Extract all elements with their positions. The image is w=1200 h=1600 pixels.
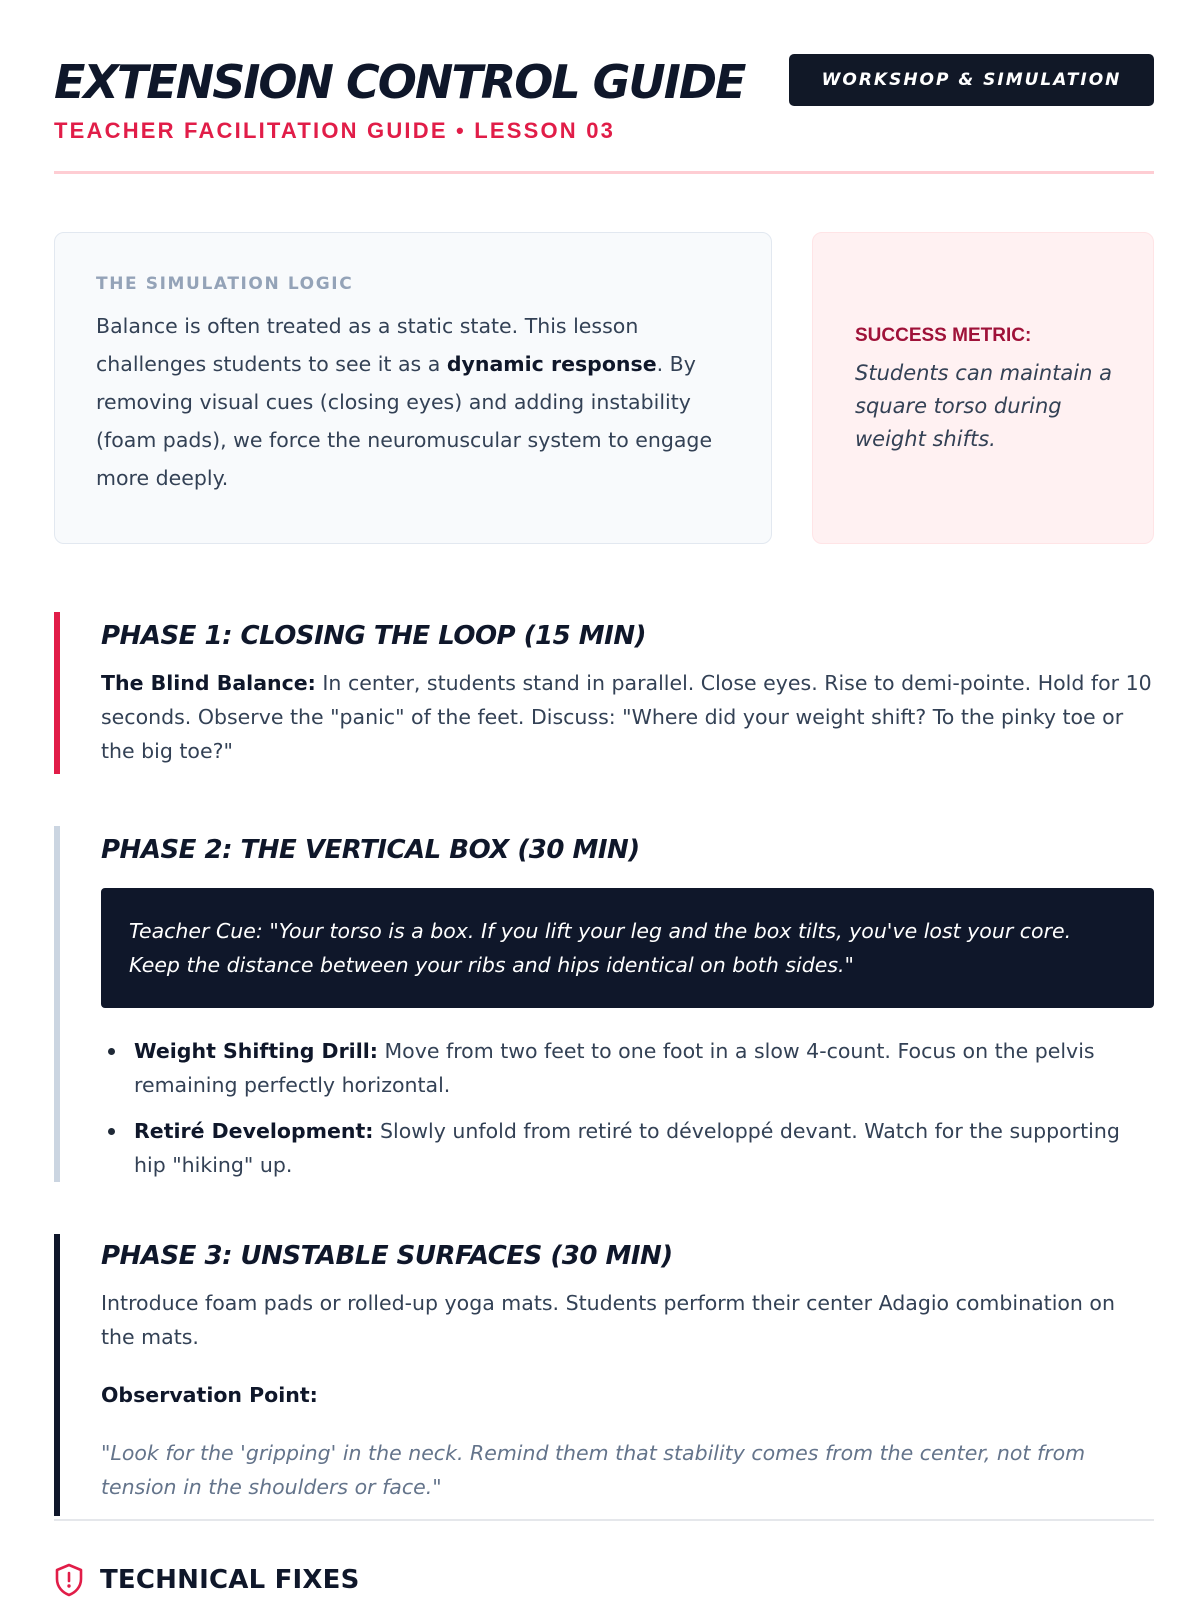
technical-fixes-title: TECHNICAL FIXES xyxy=(100,1565,360,1595)
simulation-logic-card xyxy=(54,232,772,544)
teacher-cue-box: Teacher Cue: "Your torso is a box. If you lift your leg and the box tilts, you've lost your core. Keep the distance between your ribs and hips identical on both sides." xyxy=(101,888,1154,1008)
success-metric-card xyxy=(812,232,1154,544)
drill-list xyxy=(101,1034,1154,1182)
phase-1-accent-bar xyxy=(54,612,60,774)
phase-1-body: In center, students stand in parallel. Close eyes. Rise to demi-pointe. Hold for 10 seconds. Observe the "panic" of the feet. Discuss: "Where did your weight shift? To the pinky toe or the big toe?" xyxy=(101,671,1152,763)
phase-2-title: PHASE 2: THE VERTICAL BOX (30 MIN) xyxy=(101,835,640,865)
bullet-icon xyxy=(108,1128,115,1135)
phase-1-lead: The Blind Balance: xyxy=(101,671,316,695)
logic-text-start: Balance is often treated as a static state. This lesson challenges students to see it as a xyxy=(96,314,639,376)
page-header xyxy=(54,52,1154,178)
phase-3-title: PHASE 3: UNSTABLE SURFACES (30 MIN) xyxy=(101,1241,673,1271)
shield-icon xyxy=(54,1563,84,1597)
phase-1-section xyxy=(54,612,1154,774)
phase-3-section xyxy=(54,1234,1154,1516)
drill-lead: Retiré Development: xyxy=(134,1119,374,1143)
simulation-logic-label: THE SIMULATION LOGIC xyxy=(96,274,354,294)
phase-3-accent-bar xyxy=(54,1234,60,1516)
phase-3-intro: Introduce foam pads or rolled-up yoga mats. Students perform their center Adagio combination on the mats. xyxy=(101,1291,1115,1349)
observation-point-quote: "Look for the 'gripping' in the neck. Remind them that stability comes from the center, not from tension in the shoulders or face." xyxy=(101,1441,1086,1499)
phase-2-accent-bar xyxy=(54,826,60,1182)
observation-point-label: Observation Point: xyxy=(101,1383,318,1407)
drill-text: Move from two feet to one foot in a slow 4-count. Focus on the pelvis remaining perfectly horizontal. xyxy=(134,1039,1095,1097)
bullet-icon xyxy=(108,1048,115,1055)
workshop-badge: WORKSHOP & SIMULATION xyxy=(789,54,1154,106)
drill-lead: Weight Shifting Drill: xyxy=(134,1039,378,1063)
page-subtitle: TEACHER FACILITATION GUIDE • LESSON 03 xyxy=(54,118,616,143)
logic-text-emphasis: dynamic response xyxy=(446,352,657,376)
page-title: EXTENSION CONTROL GUIDE xyxy=(54,55,745,109)
section-divider xyxy=(54,1519,1154,1521)
drill-text: Slowly unfold from retiré to développé devant. Watch for the supporting hip "hiking" up. xyxy=(134,1119,1120,1177)
success-metric-text: Students can maintain a square torso during weight shifts. xyxy=(855,361,1112,451)
success-metric-label: SUCCESS METRIC: xyxy=(855,325,1032,346)
lesson-page xyxy=(54,0,1154,1600)
phase-1-title: PHASE 1: CLOSING THE LOOP (15 MIN) xyxy=(101,621,646,651)
technical-fixes-heading xyxy=(54,1560,360,1600)
list-item xyxy=(134,1034,1154,1102)
simulation-logic-text xyxy=(96,307,731,497)
logic-text-end: . By removing visual cues (closing eyes) and adding instability (foam pads), we force the neuromuscular system to engage more deeply. xyxy=(96,352,713,490)
header-divider xyxy=(54,171,1154,174)
phase-2-section xyxy=(54,826,1154,1182)
list-item xyxy=(134,1114,1154,1182)
phase-1-text xyxy=(101,666,1154,768)
